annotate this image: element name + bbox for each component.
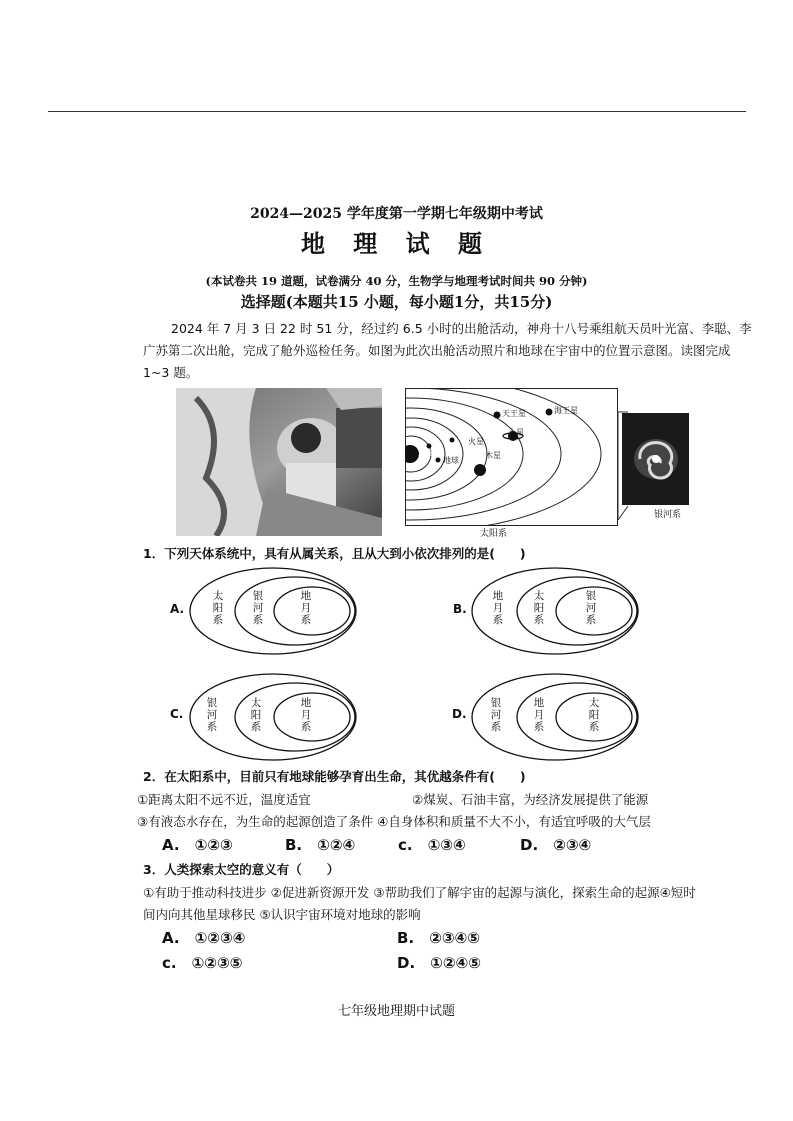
q2-choice-b[interactable]: B. ①②④ [285, 836, 356, 854]
q1-c-inner: 地月系 [300, 697, 312, 733]
q3-stem: 3．人类探索太空的意义有（ ） [143, 862, 340, 877]
spacewalk-photo [176, 388, 382, 536]
q1-d-inner: 太阳系 [588, 697, 600, 733]
label-sun: 太阳 [418, 449, 432, 457]
q1-a-inner: 地月系 [300, 590, 312, 626]
q2-choice-c[interactable]: c. ①③④ [398, 836, 466, 854]
exam-title: 2024—2025 学年度第一学期七年级期中考试 [250, 206, 543, 222]
q2-statement-1: ①距离太阳不远不近，温度适宜 [137, 792, 311, 807]
label-saturn: 土星 [508, 428, 524, 437]
solar-system-caption: 太阳系 [480, 529, 508, 539]
label-earth: 地球 [443, 456, 459, 465]
q2-stem: 2．在太阳系中，目前只有地球能够孕育出生命，其优越条件有( ) [143, 769, 526, 784]
jupiter-icon [474, 464, 486, 476]
q1-option-b-letter[interactable]: B. [453, 602, 467, 616]
q3-statements-line1: ①有助于推动科技进步 ②促进新资源开发 ③帮助我们了解宇宙的起源与演化，探索生命的起源④短时 [143, 885, 696, 900]
label-jupiter: 木星 [485, 451, 501, 460]
q3-choice-a[interactable]: A. ①②③④ [162, 929, 246, 947]
label-neptune: 海王星 [554, 406, 578, 415]
q2-statement-3-4: ③有液态水存在，为生命的起源创造了条件 ④自身体积和质量不大不小，有适宜呼吸的大气层 [137, 814, 651, 829]
passage: 2024 年 7 月 3 日 22 时 51 分，经过约 6.5 小时的出舱活动，神舟十八号乘组航天员叶光富、李聪、李广苏第二次出舱，完成了舱外巡检任务。如图为此次出舱活动照片和地球在宇宙中的位置示意图。读图完成 1~3 题。 [143, 321, 752, 380]
q1-option-c-letter[interactable]: C. [170, 707, 184, 721]
q1-c-middle: 太阳系 [250, 697, 262, 733]
q1-a-outer: 太阳系 [212, 590, 224, 626]
q1-option-a-letter[interactable]: A. [170, 602, 185, 616]
q2-choice-d[interactable]: D. ②③④ [520, 836, 592, 854]
q1-a-middle: 银河系 [252, 590, 264, 626]
q1-b-middle: 太阳系 [533, 590, 545, 626]
label-uranus: 天王星 [502, 409, 526, 418]
q1-b-outer: 地月系 [492, 590, 504, 626]
galaxy-image [622, 413, 689, 505]
q3-choice-c[interactable]: c. ①②③⑤ [162, 954, 243, 972]
q1-option-d-letter[interactable]: D. [452, 707, 467, 721]
q1-c-outer: 银河系 [206, 697, 218, 733]
q2-statement-2: ②煤炭、石油丰富，为经济发展提供了能源 [412, 792, 649, 807]
galaxy-caption: 银河系 [654, 510, 682, 520]
earth-icon [436, 458, 441, 463]
q1-stem: 1．下列天体系统中，具有从属关系，且从大到小依次排列的是( ) [143, 546, 526, 561]
q3-choice-d[interactable]: D. ①②④⑤ [397, 954, 481, 972]
q1-d-outer: 银河系 [490, 697, 502, 733]
mars-icon [450, 438, 455, 443]
neptune-icon [546, 409, 553, 416]
exam-note: (本试卷共 19 道题，试卷满分 40 分，生物学与地理考试时间共 90 分钟) [205, 274, 588, 288]
header-rule [48, 111, 746, 112]
page-footer: 七年级地理期中试题 [337, 1004, 455, 1019]
subject-title: 地 理 试 题 [300, 229, 493, 258]
zoom-lines [600, 400, 630, 520]
q3-choice-b[interactable]: B. ②③④⑤ [397, 929, 480, 947]
q1-b-inner: 银河系 [585, 590, 597, 626]
uranus-icon [494, 412, 501, 419]
q3-statements-line2: 间内向其他星球移民 ⑤认识宇宙环境对地球的影响 [143, 907, 421, 922]
section-heading: 选择题(本题共15 小题，每小题1分，共15分) [240, 293, 553, 311]
label-mars: 火星 [468, 437, 484, 446]
q1-d-middle: 地月系 [533, 697, 545, 733]
q2-choice-a[interactable]: A. ①②③ [162, 836, 233, 854]
